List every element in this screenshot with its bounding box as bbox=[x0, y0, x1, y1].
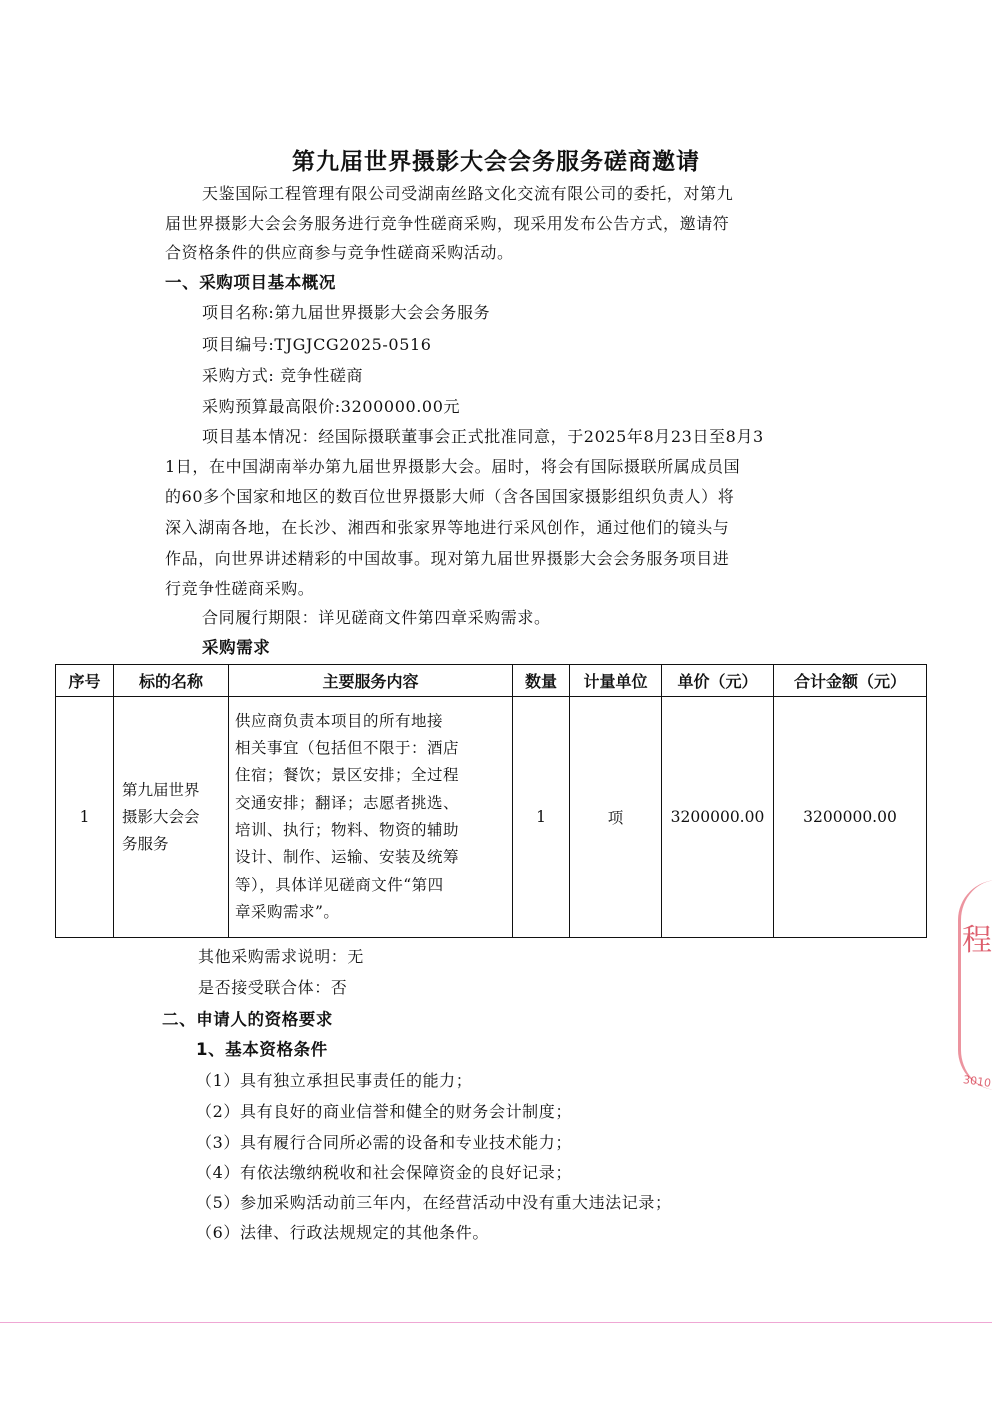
section1-heading: 一、采购项目基本概况 bbox=[165, 273, 336, 292]
item-name-line: 务服务 bbox=[122, 834, 169, 853]
content-line: 培训、执行；物料、物资的辅助 bbox=[235, 821, 460, 839]
basic-info-line-5: 作品，向世界讲述精彩的中国故事。现对第九届世界摄影大会会务服务项目进 bbox=[165, 549, 730, 568]
basic-info-line-6: 行竞争性磋商采购。 bbox=[165, 579, 315, 598]
header-item-name: 标的名称 bbox=[114, 665, 229, 697]
document-title: 第九届世界摄影大会会务服务磋商邀请 bbox=[292, 149, 700, 175]
seal-stamp-number: 3010 bbox=[962, 1073, 992, 1090]
qualification-item-5: （5）参加采购活动前三年内，在经营活动中没有重大违法记录； bbox=[196, 1193, 672, 1212]
seal-stamp-char: 程 bbox=[962, 923, 992, 958]
project-name: 项目名称:第九届世界摄影大会会务服务 bbox=[202, 303, 491, 322]
consortium-note: 是否接受联合体：否 bbox=[198, 978, 348, 997]
intro-line-1: 天鉴国际工程管理有限公司受湖南丝路文化交流有限公司的委托，对第九 bbox=[202, 184, 734, 203]
page-divider bbox=[0, 1322, 992, 1323]
item-name-line: 第九届世界 bbox=[122, 780, 200, 799]
content-line: 住宿；餐饮；景区安排；全过程 bbox=[235, 766, 460, 785]
header-unit-price: 单价（元） bbox=[662, 665, 774, 697]
basic-info-line-4: 深入湖南各地，在长沙、湘西和张家界等地进行采风创作，通过他们的镜头与 bbox=[165, 518, 730, 537]
qualification-item-1: （1）具有独立承担民事责任的能力； bbox=[196, 1071, 473, 1090]
cell-unit-price: 3200000.00 bbox=[662, 697, 774, 938]
header-content: 主要服务内容 bbox=[229, 665, 513, 697]
other-notes: 其他采购需求说明：无 bbox=[198, 947, 365, 966]
basic-info-line-2: 1日，在中国湖南举办第九届世界摄影大会。届时，将会有国际摄联所属成员国 bbox=[165, 457, 741, 476]
content-line: 设计、制作、运输、安装及统筹 bbox=[235, 848, 460, 867]
section2-heading: 二、申请人的资格要求 bbox=[162, 1010, 333, 1029]
table-header-row bbox=[56, 665, 927, 697]
contract-period: 合同履行期限：详见磋商文件第四章采购需求。 bbox=[202, 608, 551, 627]
header-no: 序号 bbox=[56, 665, 114, 697]
header-total: 合计金额（元） bbox=[774, 665, 927, 697]
cell-item-name bbox=[114, 697, 229, 938]
header-unit: 计量单位 bbox=[570, 665, 662, 697]
qualification-item-2: （2）具有良好的商业信誉和健全的财务会计制度； bbox=[196, 1102, 572, 1121]
qualification-item-4: （4）有依法缴纳税收和社会保障资金的良好记录； bbox=[196, 1163, 572, 1182]
item-name-line: 摄影大会会 bbox=[122, 807, 200, 826]
section2-subheading: 1、基本资格条件 bbox=[196, 1040, 328, 1059]
basic-info-line-1: 项目基本情况：经国际摄联董事会正式批准同意，于2025年8月23日至8月3 bbox=[202, 427, 764, 446]
intro-line-3: 合资格条件的供应商参与竞争性磋商采购活动。 bbox=[165, 243, 514, 262]
seal-stamp bbox=[958, 880, 992, 1090]
cell-content bbox=[229, 697, 513, 938]
qualification-item-6: （6）法律、行政法规规定的其他条件。 bbox=[196, 1223, 489, 1242]
intro-line-2: 届世界摄影大会会务服务进行竞争性磋商采购，现采用发布公告方式，邀请符 bbox=[165, 214, 730, 233]
cell-no: 1 bbox=[56, 697, 114, 938]
cell-unit: 项 bbox=[570, 697, 662, 938]
cell-total: 3200000.00 bbox=[774, 697, 927, 938]
content-line: 相关事宜（包括但不限于：酒店 bbox=[235, 739, 460, 758]
procurement-budget: 采购预算最高限价:3200000.00元 bbox=[202, 397, 461, 416]
cell-quantity: 1 bbox=[513, 697, 570, 938]
project-number: 项目编号:TJGJCG2025-0516 bbox=[202, 335, 432, 354]
content-line: 供应商负责本项目的所有地接 bbox=[235, 711, 444, 730]
requirements-heading: 采购需求 bbox=[202, 638, 271, 657]
content-line: 等），具体详见磋商文件“第四 bbox=[235, 875, 444, 894]
qualification-item-3: （3）具有履行合同所必需的设备和专业技术能力； bbox=[196, 1133, 572, 1152]
header-quantity: 数量 bbox=[513, 665, 570, 697]
basic-info-line-3: 的60多个国家和地区的数百位世界摄影大师（含各国国家摄影组织负责人）将 bbox=[165, 487, 735, 506]
procurement-method: 采购方式: 竞争性磋商 bbox=[202, 366, 364, 385]
table-row bbox=[56, 697, 927, 938]
content-line: 交通安排；翻译；志愿者挑选、 bbox=[235, 793, 460, 812]
requirements-table bbox=[55, 664, 927, 938]
content-line: 章采购需求”。 bbox=[235, 902, 340, 921]
